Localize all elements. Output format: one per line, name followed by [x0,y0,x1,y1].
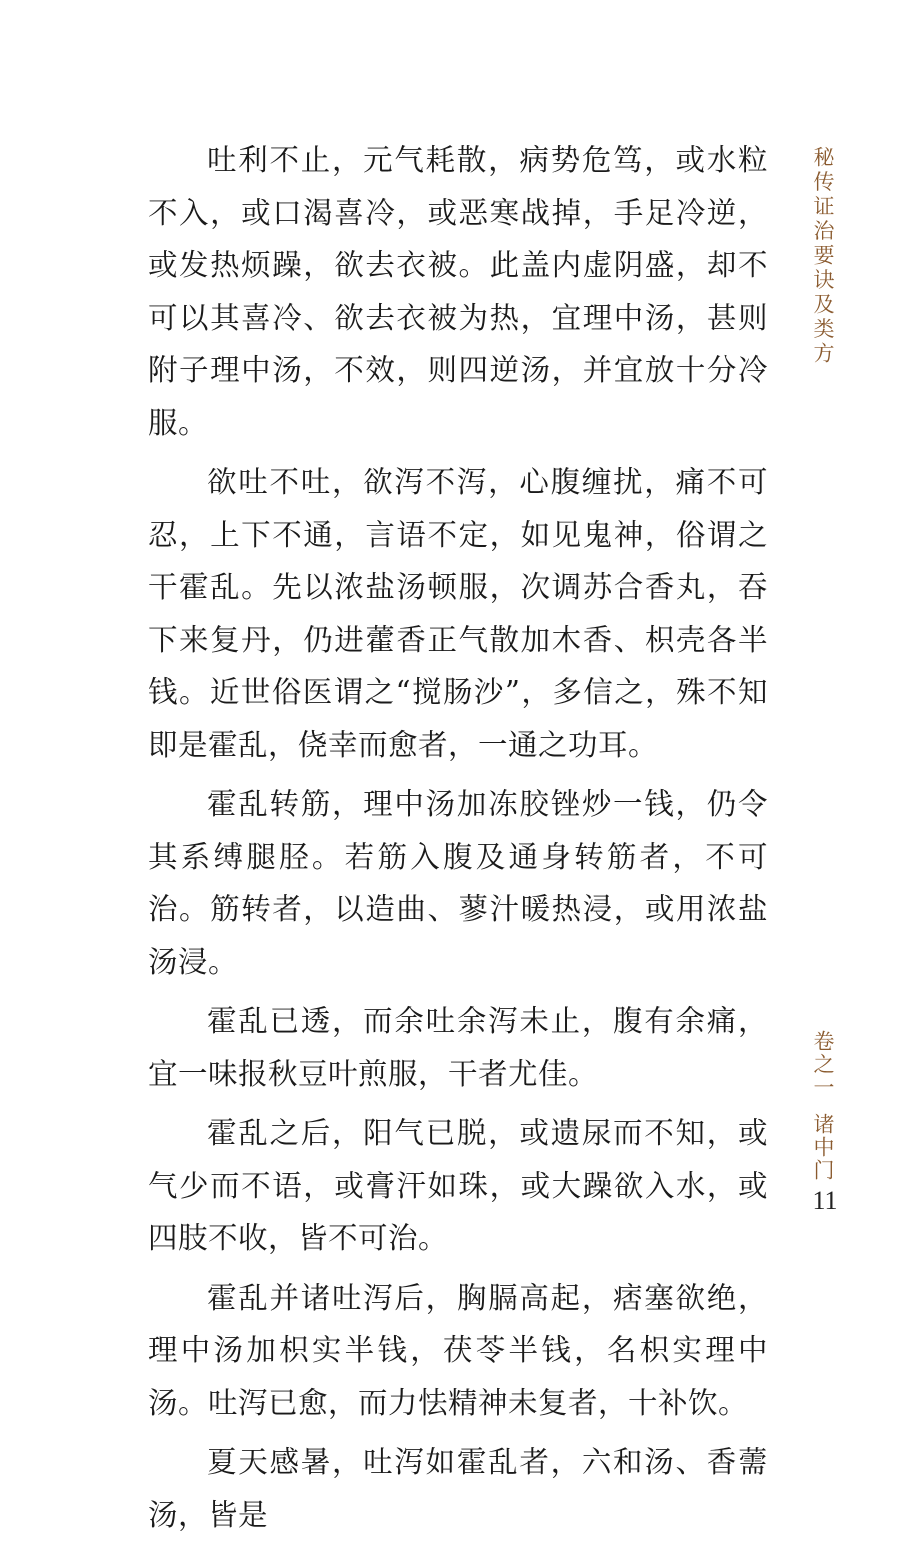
paragraph: 吐利不止，元气耗散，病势危笃，或水粒不入，或口渴喜冷，或恶寒战掉，手足冷逆，或发热烦躁，欲去衣被。此盖内虚阴盛，却不可以其喜冷、欲去衣被为热，宜理中汤，甚则附子理中汤，不效，则四逆汤，并宜放十分冷服。 [148,143,768,440]
paragraph: 欲吐不吐，欲泻不泻，心腹缠扰，痛不可忍，上下不通，言语不定，如见鬼神，俗谓之干霍乱。先以浓盐汤顿服，次调苏合香丸，吞下来复丹，仍进藿香正气散加木香、枳壳各半钱。近世俗医谓之“搅肠沙”，多信之，殊不知即是霍乱，侥幸而愈者，一通之功耳。 [148,465,768,762]
paragraph: 霍乱转筋，理中汤加冻胶锉炒一钱，仍令其系缚腿胫。若筋入腹及通身转筋者，不可治。筋转者，以造曲、蓼汁暖热浸，或用浓盐汤浸。 [148,787,768,979]
running-head-section: 诸中门 [811,1113,835,1182]
paragraph: 霍乱并诸吐泻后，胸膈高起，痞塞欲绝，理中汤加枳实半钱，茯苓半钱，名枳实理中汤。吐泻已愈，而力怯精神未复者，十补饮。 [148,1280,768,1420]
paragraph: 霍乱已透，而余吐余泻未止，腹有余痛，宜一味报秋豆叶煎服，干者尤佳。 [148,1004,768,1091]
running-head-chapter [808,1030,838,1182]
running-head-book-title: 秘传证治要诀及类方 [811,146,835,367]
running-head-volume: 卷之一 [811,1030,835,1099]
page-body-text [148,134,768,1541]
paragraph: 夏天感暑，吐泻如霍乱者，六和汤、香薷汤，皆是 [148,1445,768,1532]
page-number: 11 [812,1186,838,1215]
paragraph: 霍乱之后，阳气已脱，或遗尿而不知，或气少而不语，或膏汗如珠，或大躁欲入水，或四肢不收，皆不可治。 [148,1116,768,1255]
